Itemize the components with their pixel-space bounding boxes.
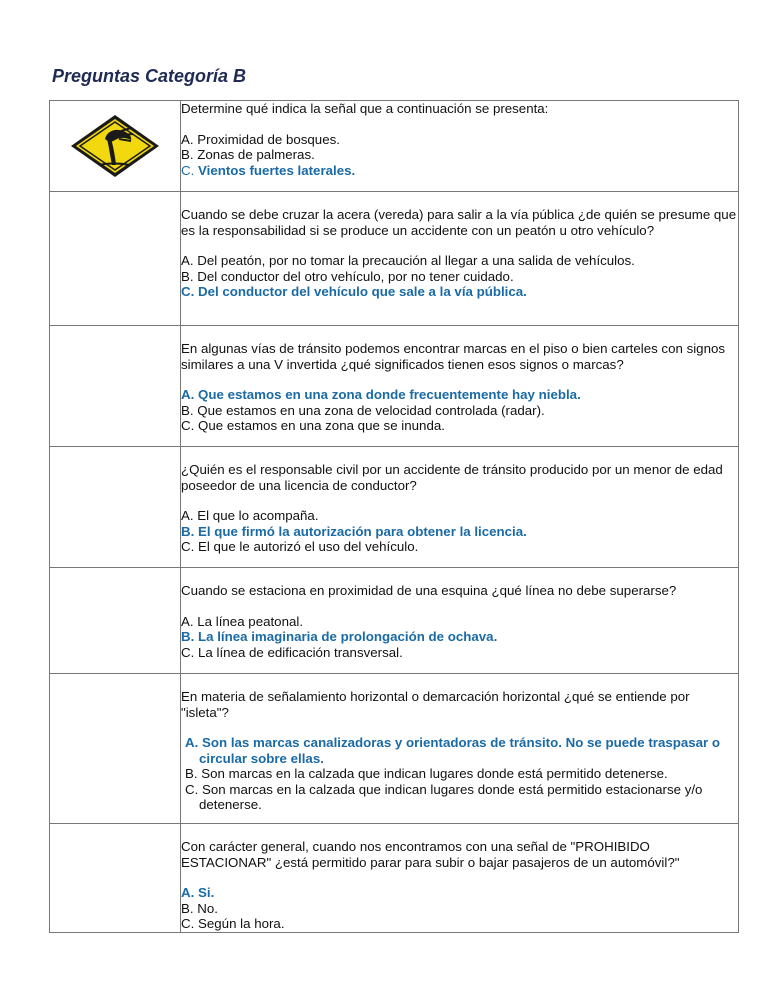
option-c: C. El que le autorizó el uso del vehículo. xyxy=(181,539,419,554)
option-b: B. No. xyxy=(181,900,218,916)
question-cell xyxy=(181,192,739,326)
questions-table xyxy=(49,100,739,933)
option-c-correct: C. Del conductor del vehículo que sale a la vía pública. xyxy=(181,284,527,299)
option-b: B. Son marcas en la calzada que indican lugares donde está permitido detenerse. xyxy=(185,766,668,781)
option-a: A. Del peatón, por no tomar la precaución al llegar a una salida de vehículos. xyxy=(181,253,635,268)
option-a: A. La línea peatonal. xyxy=(181,613,304,629)
options-list xyxy=(181,253,738,300)
question-text: En algunas vías de tránsito podemos encontrar marcas en el piso o bien carteles con signos similares a una V invertida ¿qué significados tienen esos signos o marcas? xyxy=(181,341,726,372)
question-text: En materia de señalamiento horizontal o demarcación horizontal ¿qué se entiende por "isleta"? xyxy=(181,689,690,720)
empty-cell xyxy=(50,568,181,674)
options-list xyxy=(181,132,738,179)
options-list xyxy=(181,387,738,434)
crosswind-sign-icon xyxy=(69,113,161,179)
question-row xyxy=(50,568,739,674)
question-cell xyxy=(181,674,739,824)
question-text: Cuando se estaciona en proximidad de una esquina ¿qué línea no debe superarse? xyxy=(181,583,677,598)
option-c-correct: C. Vientos fuertes laterales. xyxy=(181,162,356,178)
options-list xyxy=(181,508,738,555)
question-row xyxy=(50,326,739,447)
empty-cell xyxy=(50,192,181,326)
option-b: B. Del conductor del otro vehículo, por no tener cuidado. xyxy=(181,268,514,284)
option-a-correct: A. Son las marcas canalizadoras y orientadoras de tránsito. No se puede traspasar o circular sobre ellas. xyxy=(185,735,721,766)
option-b: B. Zonas de palmeras. xyxy=(181,147,315,162)
question-row xyxy=(50,447,739,568)
question-cell xyxy=(181,101,739,192)
question-cell xyxy=(181,326,739,447)
option-b-correct: B. El que firmó la autorización para obtener la licencia. xyxy=(181,523,527,539)
icon-cell xyxy=(50,101,181,192)
question-row xyxy=(50,192,739,326)
empty-cell xyxy=(50,326,181,447)
option-b-correct: B. La línea imaginaria de prolongación de ochava. xyxy=(181,629,498,644)
option-a-correct: A. Si. xyxy=(181,885,215,900)
question-text: ¿Quién es el responsable civil por un accidente de tránsito producido por un menor de edad poseedor de una licencia de conductor? xyxy=(181,462,723,493)
empty-cell xyxy=(50,674,181,824)
options-list xyxy=(181,735,738,813)
question-text: Cuando se debe cruzar la acera (vereda) para salir a la vía pública ¿de quién se presume que es la responsabilidad si se produce un accidente con un peatón u otro vehículo? xyxy=(181,207,737,238)
question-row xyxy=(50,101,739,192)
option-c: C. Según la hora. xyxy=(181,916,285,931)
option-a: A. El que lo acompaña. xyxy=(181,508,319,523)
option-c: C. Que estamos en una zona que se inunda. xyxy=(181,418,445,433)
option-b: B. Que estamos en una zona de velocidad controlada (radar). xyxy=(181,402,545,418)
question-cell xyxy=(181,568,739,674)
empty-cell xyxy=(50,447,181,568)
option-a-correct: A. Que estamos en una zona donde frecuentemente hay niebla. xyxy=(181,387,581,402)
option-a: A. Proximidad de bosques. xyxy=(181,131,340,147)
empty-cell xyxy=(50,824,181,933)
question-cell xyxy=(181,447,739,568)
page-title: Preguntas Categoría B xyxy=(52,66,247,86)
option-c: C. La línea de edificación transversal. xyxy=(181,644,403,660)
question-cell xyxy=(181,824,739,933)
options-list xyxy=(181,885,738,932)
question-row xyxy=(50,824,739,933)
question-row xyxy=(50,674,739,824)
options-list xyxy=(181,614,738,661)
question-text: Con carácter general, cuando nos encontramos con una señal de "PROHIBIDO ESTACIONAR" ¿está permitido parar para subir o bajar pasajeros de un automóvil?" xyxy=(181,839,680,870)
option-c: C. Son marcas en la calzada que indican lugares donde está permitido estacionarse y/o detenerse. xyxy=(185,781,703,812)
question-text: Determine qué indica la señal que a continuación se presenta: xyxy=(181,101,549,116)
